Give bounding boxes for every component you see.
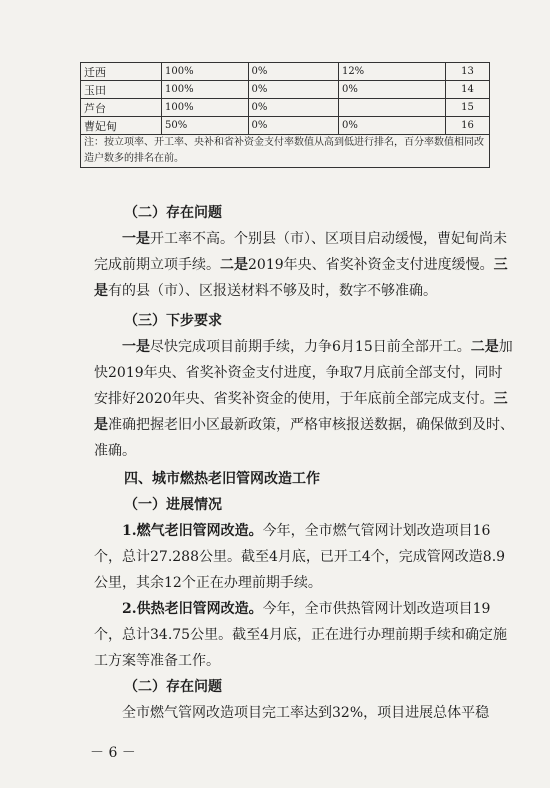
table-cell-rank: 14: [446, 81, 490, 99]
table-cell-rank: 15: [446, 99, 490, 117]
table-row: [81, 81, 490, 99]
section-title: 四、城市燃热老旧管网改造工作: [124, 471, 320, 487]
table-cell-name: 玉田: [81, 81, 162, 99]
table-cell-c3: [338, 99, 445, 117]
table-row: [81, 117, 490, 135]
table-cell-c1: 100%: [162, 63, 249, 81]
table-row: [81, 63, 490, 81]
table-cell-rank: 13: [446, 63, 490, 81]
table-cell-c1: 100%: [162, 81, 249, 99]
subsection-title: （二）存在问题: [124, 679, 222, 695]
table-cell-c2: 0%: [248, 117, 338, 135]
paragraph: 一是尽快完成项目前期手续，力争6月15日前全部开工。二是加快2019年央、省奖补资金支付进度，争取7月底前全部支付，同时安排好2020年央、省奖补资金的使用，于年底前全部完成支付。三是准确把握老旧小区最新政策，严格审核报送数据，确保做到及时、准确。: [94, 339, 514, 459]
section-existing-problems: [94, 200, 514, 726]
page-number: － 6 －: [90, 745, 136, 761]
table-row: [81, 99, 490, 117]
table-cell-c1: 100%: [162, 99, 249, 117]
ranking-table: [80, 62, 490, 168]
table-cell-c3: 0%: [338, 117, 445, 135]
table-cell-name: 芦台: [81, 99, 162, 117]
section-title: （二）存在问题: [124, 205, 222, 221]
table-cell-rank: 16: [446, 117, 490, 135]
table-cell-c3: 0%: [338, 81, 445, 99]
paragraph: 1.燃气老旧管网改造。今年，全市燃气管网计划改造项目16个，总计27.288公里。截至4月底，已开工4个，完成管网改造8.9公里，其余12个正在办理前期手续。: [94, 523, 506, 591]
table-note: 注：按立项率、开工率、央补和省补资金支付率数值从高到低进行排名，百分率数值相同改造户数多的排名在前。: [81, 135, 490, 168]
subsection-title: （一）进展情况: [124, 497, 222, 513]
table-cell-c3: 12%: [338, 63, 445, 81]
paragraph: 全市燃气管网改造项目完工率达到32%，项目进展总体平稳: [122, 705, 490, 721]
paragraph: 2.供热老旧管网改造。今年，全市供热管网计划改造项目19个，总计34.75公里。截至4月底，正在进行办理前期手续和确定施工方案等准备工作。: [94, 601, 507, 669]
table-cell-c2: 0%: [248, 81, 338, 99]
table-cell-c1: 50%: [162, 117, 249, 135]
table-cell-c2: 0%: [248, 99, 338, 117]
section-title: （三）下步要求: [124, 313, 222, 329]
table-cell-c2: 0%: [248, 63, 338, 81]
table-cell-name: 迁西: [81, 63, 162, 81]
paragraph: 一是开工率不高。个别县（市）、区项目启动缓慢，曹妃甸尚未完成前期立项手续。二是2019年央、省奖补资金支付进度缓慢。三是有的县（市）、区报送材料不够及时，数字不够准确。: [94, 231, 508, 299]
table-cell-name: 曹妃甸: [81, 117, 162, 135]
